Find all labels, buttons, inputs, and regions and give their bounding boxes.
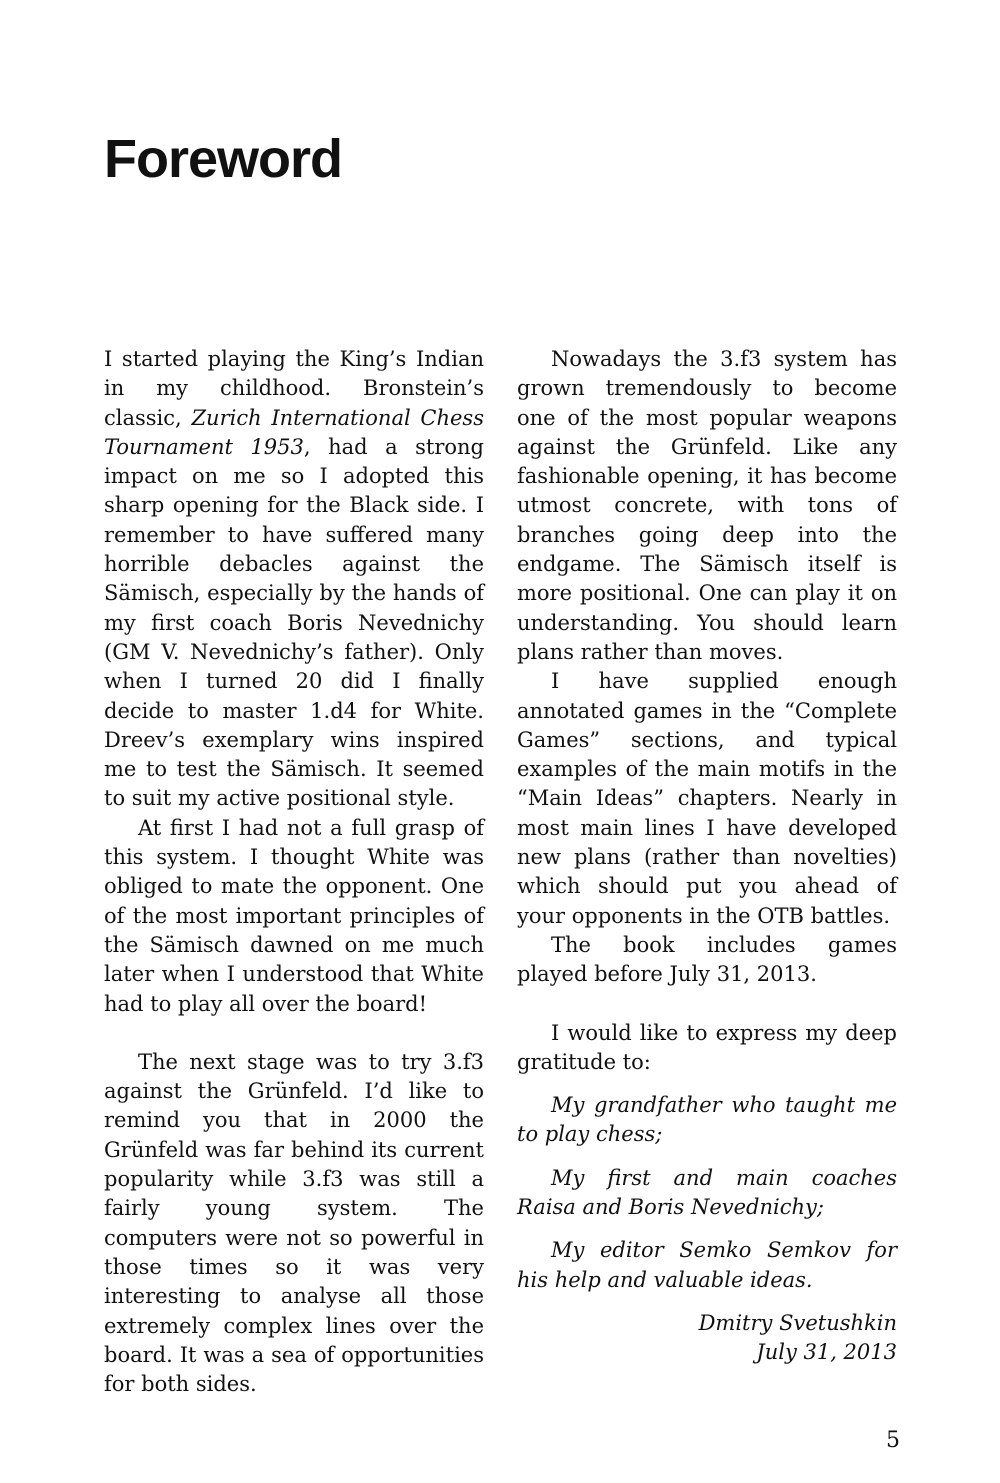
signature-name: Dmitry Svetushkin [698,1310,897,1335]
paragraph-next-stage: The next stage was to try 3.f3 against the Grünfeld. I’d like to remind you that in 2000 the Grünfeld was far behind its current popularity while 3.f3 was still a fairly young system. The computers were not so powerful in those times so it was very interesting to analyse all those extremely complex lines over the board. It was a sea of opportunities for both sides. [104,1049,484,1397]
paragraph-nowadays: Nowadays the 3.f3 system has grown tremendously to become one of the most popular weapons against the Grünfeld. Like any fashionable opening, it has become utmost concrete, with tons of branches going deep into the endgame. The Sämisch itself is more positional. One can play it on understanding. You should learn plans rather than moves. [517,347,897,664]
right-column [517,345,897,1368]
paragraph-gratitude: I would like to express my deep gratitude to: [517,1020,897,1074]
book-title: Zurich International Chess Tournament 1953 [104,405,484,459]
thanks-grandfather: My grandfather who taught me to play chess; [517,1093,897,1147]
paragraph-text: I started playing the King’s Indian in my childhood. Bronstein’s classic, [104,347,484,430]
paragraph-games-played: The book includes games played before July 31, 2013. [517,932,897,987]
page-number: 5 [886,1428,900,1453]
signature-block [517,1309,897,1368]
paragraph-childhood [104,345,484,814]
left-column [104,345,484,1399]
signature-date: July 31, 2013 [756,1340,897,1365]
paragraph-annotated-games: I have supplied enough annotated games in the “Complete Games” sections, and typical examples of the main motifs in the “Main Ideas” chapters. Nearly in most main lines I have developed new plans (rather than novelties) which should put you ahead of your opponents in the OTB battles. [517,669,897,928]
page-title: Foreword [104,129,343,189]
paragraph-first-grasp: At first I had not a full grasp of this system. I thought White was obliged to mate the opponent. One of the most important principles of the Sämisch dawned on me much later when I understood that White had to play all over the board! [104,815,484,1016]
thanks-coaches: My first and main coaches Raisa and Boris Nevednichy; [517,1165,897,1220]
paragraph-text: , had a strong impact on me so I adopted this sharp opening for the Black side. I remember to have suffered many horrible debacles against the Sämisch, especially by the hands of my first coach Boris Nevednichy (GM V. Nevednichy’s father). Only when I turned 20 did I finally decide to master 1.d4 for White. Dreev’s exemplary wins inspired me to test the Sämisch. It seemed to suit my active positional style. [104,434,484,811]
thanks-editor: My editor Semko Semkov for his help and valuable ideas. [517,1238,897,1292]
